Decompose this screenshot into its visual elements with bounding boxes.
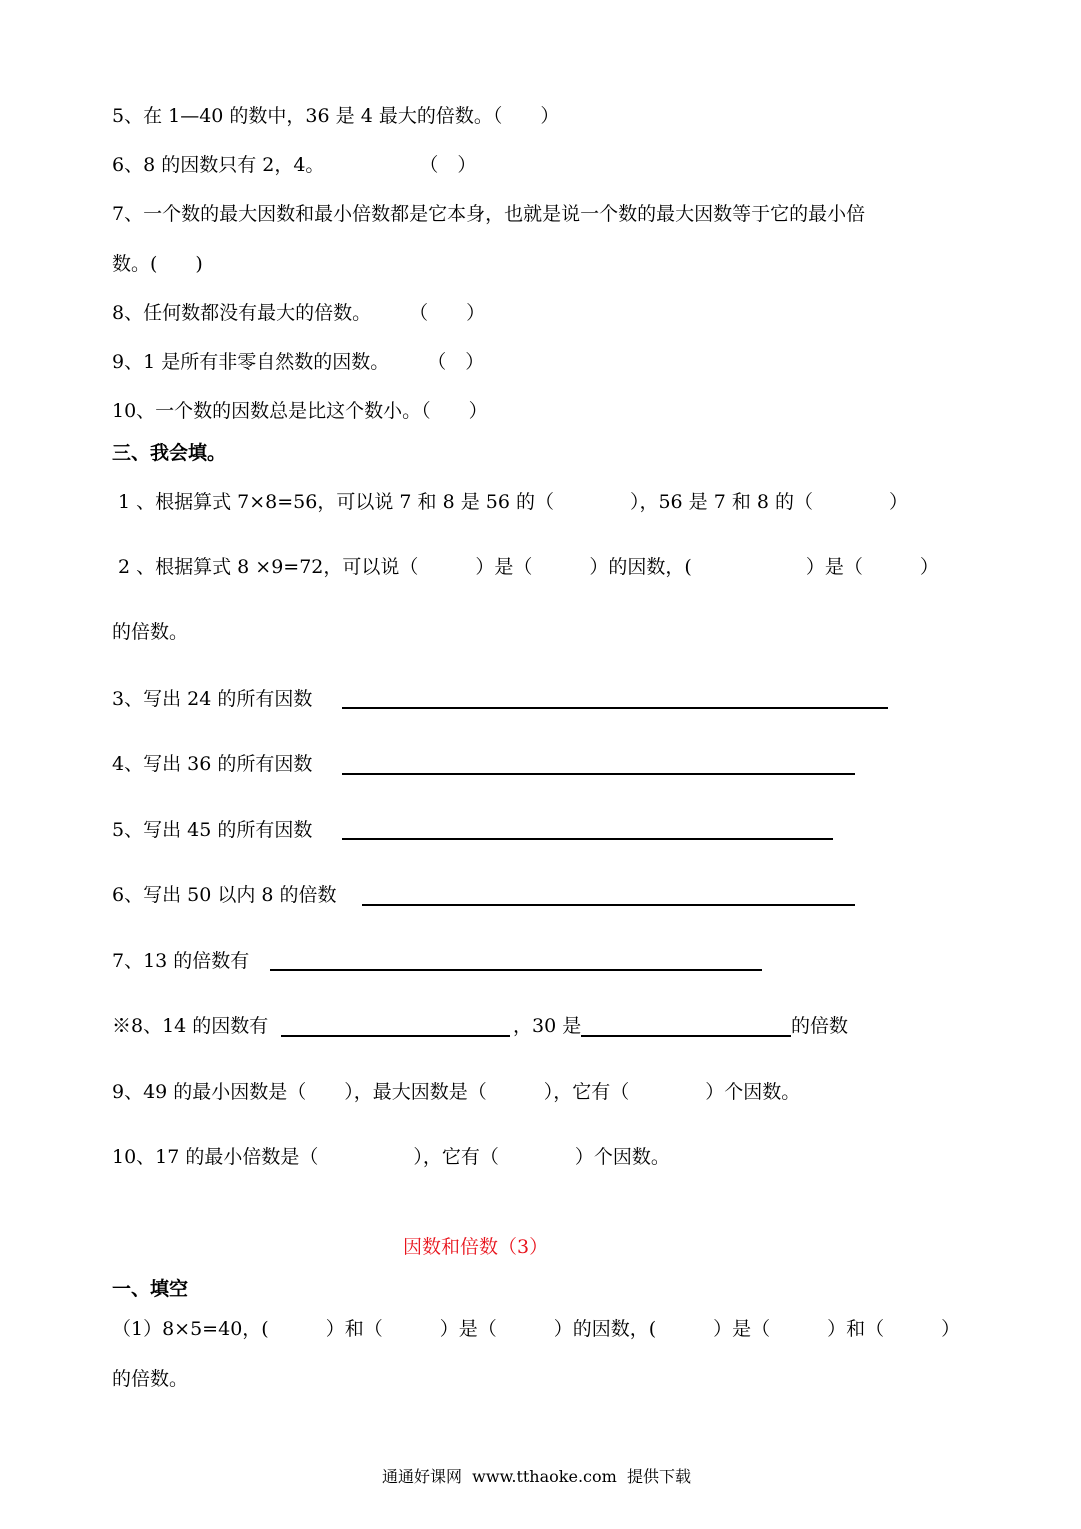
fill-item-10: 10、17 的最小倍数是（ ），它有（ ）个因数。 (112, 1146, 670, 1168)
fill-item-3-answer-line[interactable] (342, 707, 888, 709)
judgment-item-6: 6、8 的因数只有 2，4。 （ ） (112, 154, 477, 176)
part1-heading: 一、填空 (112, 1278, 189, 1300)
fill-item-5-label: 5、写出 45 的所有因数 (112, 819, 313, 841)
fill-item-5-answer-line[interactable] (342, 838, 833, 840)
part1-item-1-cont: 的倍数。 (112, 1368, 189, 1390)
fill-item-8-answer-line-b[interactable] (581, 1035, 791, 1037)
judgment-item-7: 7、一个数的最大因数和最小倍数都是它本身，也就是说一个数的最大因数等于它的最小倍 (112, 203, 866, 225)
exercise-title: 因数和倍数（3） (403, 1236, 549, 1258)
judgment-item-7-cont: 数。( ) (112, 253, 203, 275)
judgment-item-10: 10、一个数的因数总是比这个数小。（ ） (112, 400, 488, 422)
fill-item-7-label: 7、13 的倍数有 (112, 950, 250, 972)
fill-item-8-answer-line-a[interactable] (281, 1035, 510, 1037)
fill-item-2: 2 、根据算式 8 ×9=72，可以说（ ）是（ ）的因数，( ）是（ ） (118, 556, 939, 578)
judgment-item-9: 9、1 是所有非零自然数的因数。 （ ） (112, 351, 485, 373)
fill-item-6-label: 6、写出 50 以内 8 的倍数 (112, 884, 337, 906)
fill-item-9: 9、49 的最小因数是（ ），最大因数是（ ），它有（ ）个因数。 (112, 1081, 801, 1103)
page-footer: 通通好课网 www.tthaoke.com 提供下载 (382, 1467, 691, 1486)
fill-item-1: 1 、根据算式 7×8=56，可以说 7 和 8 是 56 的（ ），56 是 7 和 8 的（ ） (118, 491, 909, 513)
section3-heading: 三、我会填。 (112, 442, 227, 464)
fill-item-8-label-a: ※8、14 的因数有 (112, 1015, 269, 1037)
judgment-item-5: 5、在 1—40 的数中，36 是 4 最大的倍数。（ ） (112, 105, 560, 127)
fill-item-6-answer-line[interactable] (362, 904, 855, 906)
judgment-item-8: 8、任何数都没有最大的倍数。 （ ） (112, 302, 486, 324)
fill-item-8-label-b: ，30 是 (513, 1015, 582, 1037)
fill-item-8-label-c: 的倍数 (791, 1015, 849, 1037)
part1-item-1: （1）8×5=40，( ）和（ ）是（ ）的因数，( ）是（ ）和（ ） (112, 1318, 961, 1340)
fill-item-2-cont: 的倍数。 (112, 621, 189, 643)
fill-item-7-answer-line[interactable] (270, 969, 762, 971)
fill-item-4-answer-line[interactable] (342, 773, 855, 775)
fill-item-4-label: 4、写出 36 的所有因数 (112, 753, 313, 775)
fill-item-3-label: 3、写出 24 的所有因数 (112, 688, 313, 710)
